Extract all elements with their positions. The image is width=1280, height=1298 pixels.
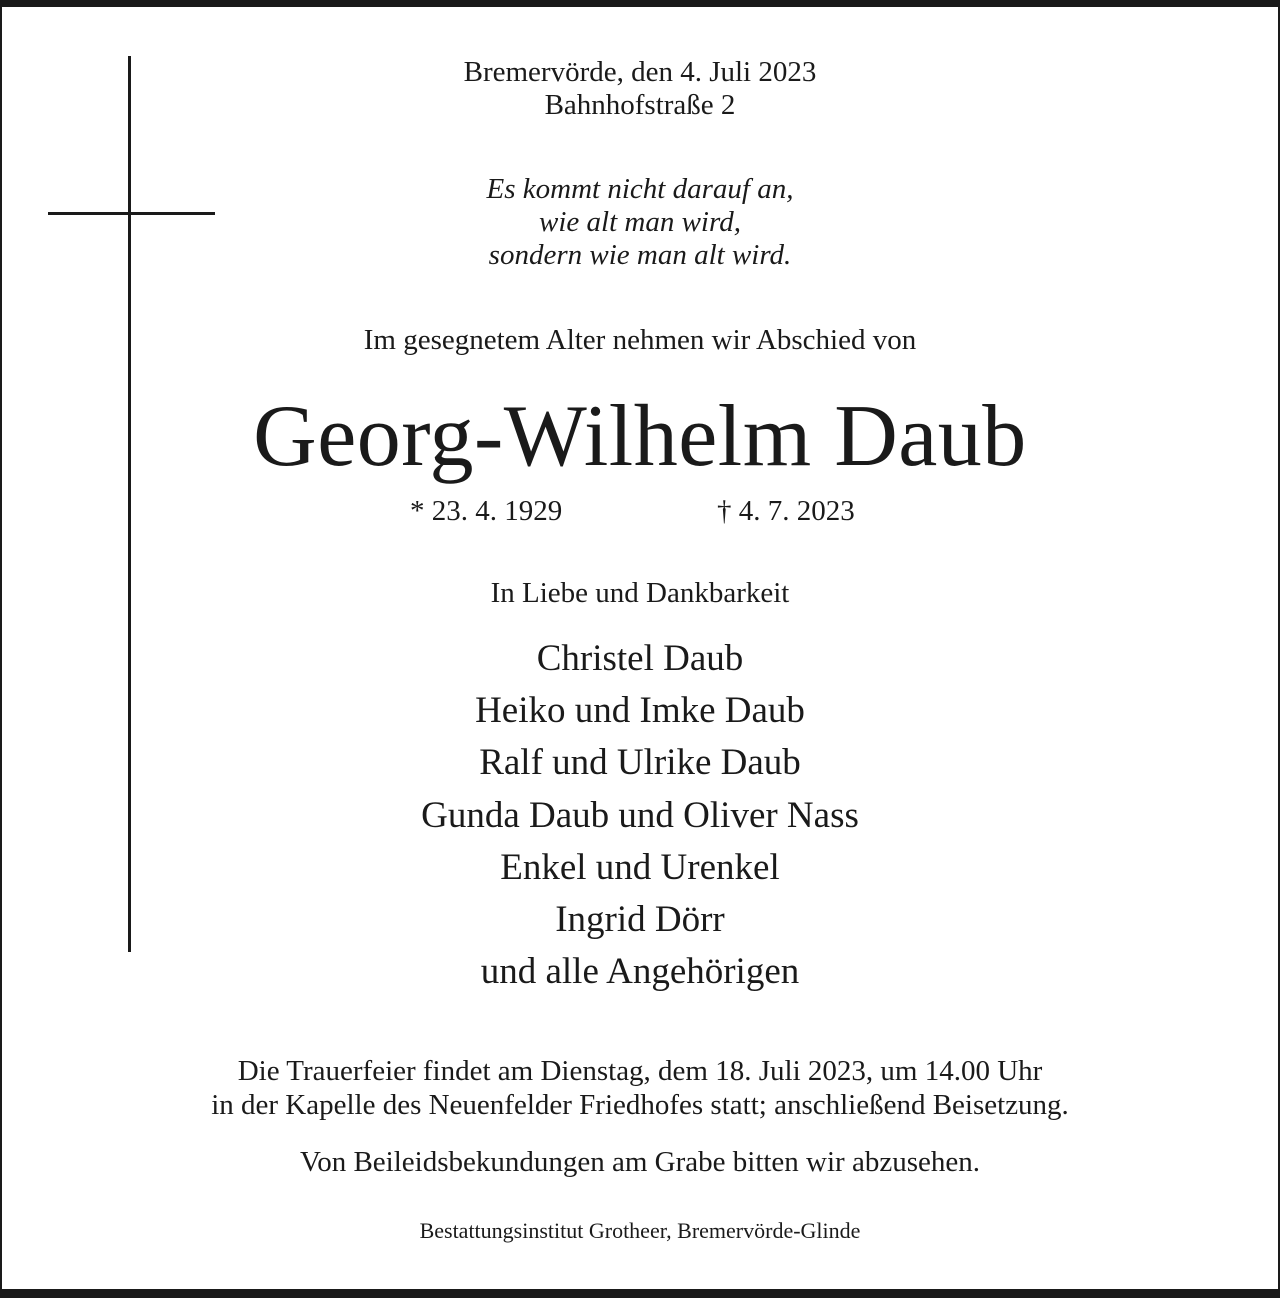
- place-date: Bremervörde, den 4. Juli 2023: [463, 56, 817, 88]
- address: Bahnhofstraße 2: [544, 89, 736, 121]
- mourner-7: und alle Angehörigen: [480, 951, 800, 992]
- greeting: In Liebe und Dankbarkeit: [490, 577, 790, 609]
- intro-text: Im gesegnetem Alter nehmen wir Abschied von: [363, 324, 917, 356]
- service-line-2: in der Kapelle des Neuenfelder Friedhofes statt; anschließend Beisetzung.: [211, 1089, 1069, 1121]
- mourner-5: Enkel und Urenkel: [500, 847, 780, 888]
- mourner-2: Heiko und Imke Daub: [475, 690, 805, 731]
- mourner-3: Ralf und Ulrike Daub: [479, 742, 801, 783]
- condolence-note: Von Beileidsbekundungen am Grabe bitten wir abzusehen.: [300, 1146, 980, 1178]
- undertaker: Bestattungsinstitut Grotheer, Bremervörde-Glinde: [419, 1218, 861, 1243]
- death-date: † 4. 7. 2023: [717, 495, 855, 527]
- motto-line-1: Es kommt nicht darauf an,: [486, 173, 794, 205]
- motto-line-2: wie alt man wird,: [539, 206, 741, 238]
- mourner-4: Gunda Daub und Oliver Nass: [421, 795, 859, 836]
- life-dates: [0, 497, 1280, 531]
- mourner-1: Christel Daub: [536, 638, 744, 679]
- motto-line-3: sondern wie man alt wird.: [488, 239, 792, 271]
- service-line-1: Die Trauerfeier findet am Dienstag, dem 18. Juli 2023, um 14.00 Uhr: [237, 1055, 1043, 1087]
- deceased-name: Georg-Wilhelm Daub: [253, 388, 1027, 485]
- birth-date: * 23. 4. 1929: [410, 495, 563, 527]
- mourner-6: Ingrid Dörr: [555, 899, 725, 940]
